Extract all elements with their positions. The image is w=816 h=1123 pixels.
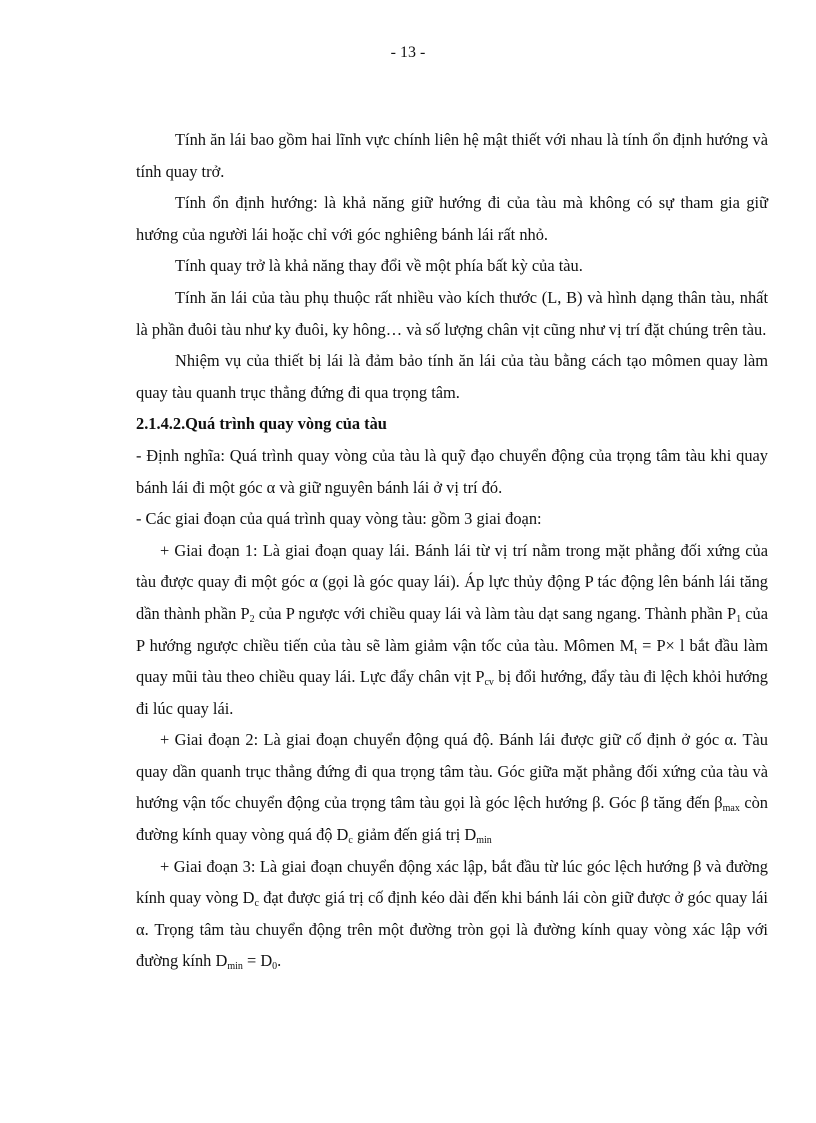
- paragraph-stages-intro: - Các giai đoạn của quá trình quay vòng tàu: gồm 3 giai đoạn:: [136, 509, 542, 529]
- section-heading: 2.1.4.2.Quá trình quay vòng của tàu: [136, 414, 387, 434]
- paragraph-stage-1: + Giai đoạn 1: Là giai đoạn quay lái. Bánh lái từ vị trí nằm trong mặt phẳng đối xứng của tàu được quay đi một góc α (gọi là góc quay lái). Áp lực thủy động P tác động lên bánh lái tăng dần thành phần $P_2$ của P ngược với chiều quay lái và làm tàu dạt sang ngang. Thành phần $P_1$ của P hướng ngược chiều tiến của tàu sẽ làm giảm vận tốc của tàu. Mômen $M_t = P\times l$ bắt đầu làm quay mũi tàu theo chiều quay lái. Lực đẩy chân vịt $P_{cv}$ bị đổi hướng, đẩy tàu đi lệch khỏi hướng đi lúc quay lái.: [136, 540, 768, 718]
- paragraph-directional-stability: Tính ổn định hướng: là khả năng giữ hướng đi của tàu mà không có sự tham gia giữ hướng của người lái hoặc chỉ với góc nghiêng bánh lái rất nhỏ.: [136, 193, 768, 244]
- paragraph-turning-ability: Tính quay trở là khả năng thay đổi về một phía bất kỳ của tàu.: [175, 256, 583, 276]
- paragraph-steering-factors: Tính ăn lái của tàu phụ thuộc rất nhiều vào kích thước (L, B) và hình dạng thân tàu, nhất là phần đuôi tàu như ky đuôi, ky hông… và số lượng chân vịt cũng như vị trí đặt chúng trên tàu.: [136, 287, 768, 339]
- paragraph-turning-definition: - Định nghĩa: Quá trình quay vòng của tàu là quỹ đạo chuyển động của trọng tâm tàu khi quay bánh lái đi một góc α và giữ nguyên bánh lái ở vị trí đó.: [136, 445, 768, 497]
- document-body: [136, 124, 768, 977]
- paragraph-stage-3: + Giai đoạn 3: Là giai đoạn chuyển động xác lập, bắt đầu từ lúc góc lệch hướng β và đường kính quay vòng $D_c$ đạt được giá trị cố định kéo dài đến khi bánh lái còn giữ được ở góc quay lái α. Trọng tâm tàu chuyển động trên một đường tròn gọi là đường kính quay vòng xác lập với đường kính $D_{min} = D_0$.: [136, 856, 768, 973]
- paragraph-stage-2: + Giai đoạn 2: Là giai đoạn chuyển động quá độ. Bánh lái được giữ cố định ở góc α. Tàu quay dần quanh trục thẳng đứng đi qua trọng tâm tàu. Góc giữa mặt phẳng đối xứng của tàu và hướng vận tốc chuyển động của trọng tâm tàu gọi là góc lệch hướng β. Góc β tăng đến $\beta_{max}$ còn đường kính quay vòng quá độ $D_c$ giảm đến giá trị $D_{min}$: [136, 730, 768, 847]
- paragraph-steering-gear-task: Nhiệm vụ của thiết bị lái là đảm bảo tính ăn lái của tàu bằng cách tạo mômen quay làm quay tàu quanh trục thẳng đứng đi qua trọng tâm.: [136, 351, 768, 402]
- paragraph-steering-definition: Tính ăn lái bao gồm hai lĩnh vực chính liên hệ mật thiết với nhau là tính ổn định hướng và tính quay trở.: [136, 130, 768, 181]
- page-number: - 13 -: [390, 44, 426, 61]
